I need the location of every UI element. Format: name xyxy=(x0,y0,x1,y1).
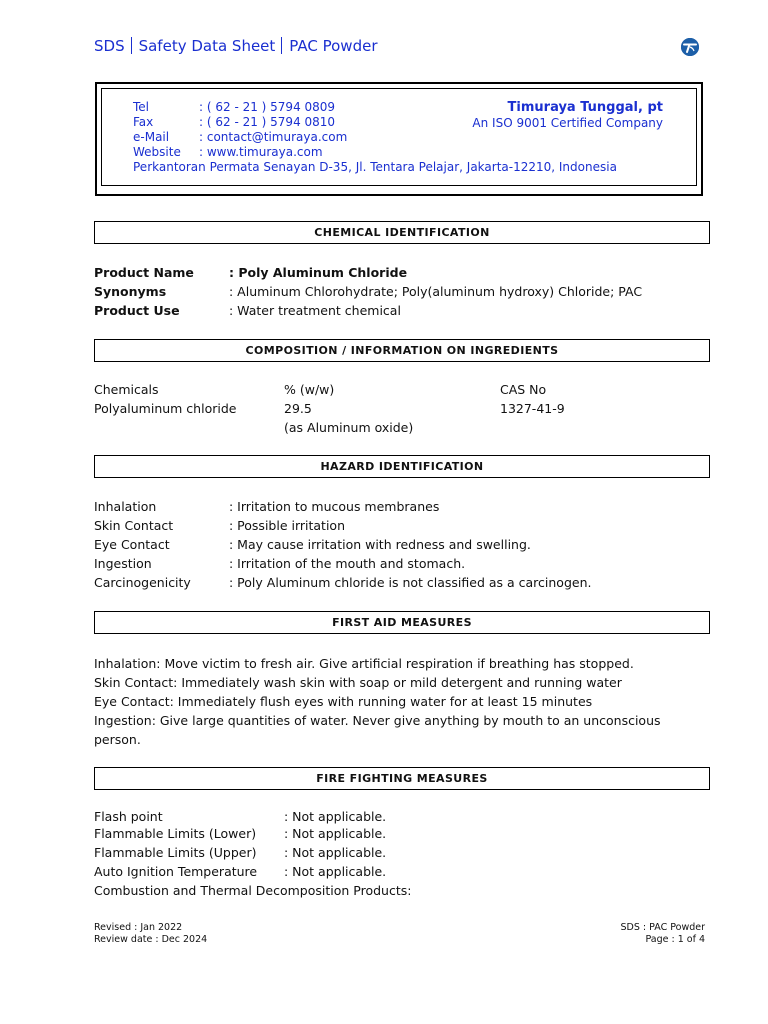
chemical-percent-note: (as Aluminum oxide) xyxy=(284,420,414,435)
synonyms-value: : Aluminum Chlorohydrate; Poly(aluminum hydroxy) Chloride; PAC xyxy=(229,284,643,299)
title-part-sheet: Safety Data Sheet xyxy=(138,37,276,55)
hazard-label: Eye Contact xyxy=(94,537,170,552)
fire-label: Flammable Limits (Lower) xyxy=(94,826,257,841)
product-use-value: : Water treatment chemical xyxy=(229,303,401,318)
hazard-label: Carcinogenicity xyxy=(94,575,191,590)
contact-tel xyxy=(133,100,335,115)
fire-value: : Not applicable. xyxy=(284,809,387,824)
hazard-label: Ingestion xyxy=(94,556,152,571)
chemical-percent: 29.5 xyxy=(284,401,312,416)
fire-value: : Not applicable. xyxy=(284,845,387,860)
company-name: Timuraya Tunggal, pt xyxy=(507,100,663,115)
chemical-cas: 1327-41-9 xyxy=(500,401,565,416)
fax-label: Fax xyxy=(133,115,154,129)
combustion-products-label: Combustion and Thermal Decomposition Products: xyxy=(94,883,412,898)
fire-label: Flammable Limits (Upper) xyxy=(94,845,257,860)
first-aid-text xyxy=(94,654,708,749)
company-logo-icon xyxy=(681,38,699,56)
product-name-value: : Poly Aluminum Chloride xyxy=(229,265,408,280)
contact-address: Perkantoran Permata Senayan D-35, Jl. Tentara Pelajar, Jakarta-12210, Indonesia xyxy=(133,160,617,174)
contact-email xyxy=(133,130,347,145)
first-aid-line: Ingestion: Give large quantities of water. Never give anything by mouth to an unconscious person. xyxy=(94,713,661,747)
title-part-sds: SDS xyxy=(94,37,125,55)
product-use-label: Product Use xyxy=(94,303,180,318)
first-aid-line: Eye Contact: Immediately flush eyes with running water for at least 15 minutes xyxy=(94,694,593,709)
footer-doc-name: SDS : PAC Powder xyxy=(620,922,705,933)
col-header-chemicals: Chemicals xyxy=(94,382,159,397)
contact-website xyxy=(133,145,323,160)
synonyms-label: Synonyms xyxy=(94,284,167,299)
first-aid-line: Inhalation: Move victim to fresh air. Give artificial respiration if breathing has stopped. xyxy=(94,656,634,671)
first-aid-line: Skin Contact: Immediately wash skin with soap or mild detergent and running water xyxy=(94,675,622,690)
hazard-value: : May cause irritation with redness and swelling. xyxy=(229,537,531,552)
hazard-label: Inhalation xyxy=(94,499,157,514)
fire-label: Flash point xyxy=(94,809,163,824)
footer-review-date: Review date : Dec 2024 xyxy=(94,934,208,945)
col-header-cas: CAS No xyxy=(500,382,547,397)
fire-value: : Not applicable. xyxy=(284,864,387,879)
hazard-label: Skin Contact xyxy=(94,518,174,533)
section-composition: COMPOSITION / INFORMATION ON INGREDIENTS xyxy=(94,339,710,362)
hazard-value: : Poly Aluminum chloride is not classified as a carcinogen. xyxy=(229,575,592,590)
title-separator xyxy=(281,37,282,54)
title-separator xyxy=(131,37,132,54)
email-value[interactable]: : contact@timuraya.com xyxy=(199,130,348,144)
footer-revised: Revised : Jan 2022 xyxy=(94,922,183,933)
hazard-value: : Irritation of the mouth and stomach. xyxy=(229,556,466,571)
section-fire-fighting: FIRE FIGHTING MEASURES xyxy=(94,767,710,790)
email-label: e-Mail xyxy=(133,130,170,144)
hazard-value: : Possible irritation xyxy=(229,518,346,533)
company-certification: An ISO 9001 Certified Company xyxy=(472,116,663,130)
fire-value: : Not applicable. xyxy=(284,826,387,841)
footer-page-number: Page : 1 of 4 xyxy=(645,934,705,945)
contact-fax xyxy=(133,115,335,130)
chemical-name: Polyaluminum chloride xyxy=(94,401,237,416)
document-title xyxy=(94,37,378,55)
hazard-value: : Irritation to mucous membranes xyxy=(229,499,440,514)
tel-label: Tel xyxy=(133,100,150,114)
fax-value: : ( 62 - 21 ) 5794 0810 xyxy=(199,115,336,129)
fire-label: Auto Ignition Temperature xyxy=(94,864,258,879)
website-label: Website xyxy=(133,145,181,159)
section-first-aid: FIRST AID MEASURES xyxy=(94,611,710,634)
product-name-label: Product Name xyxy=(94,265,194,280)
section-chemical-identification: CHEMICAL IDENTIFICATION xyxy=(94,221,710,244)
tel-value: : ( 62 - 21 ) 5794 0809 xyxy=(199,100,336,114)
website-value[interactable]: : www.timuraya.com xyxy=(199,145,323,159)
col-header-percent: % (w/w) xyxy=(284,382,335,397)
section-hazard-identification: HAZARD IDENTIFICATION xyxy=(94,455,710,478)
title-part-product: PAC Powder xyxy=(289,37,378,55)
